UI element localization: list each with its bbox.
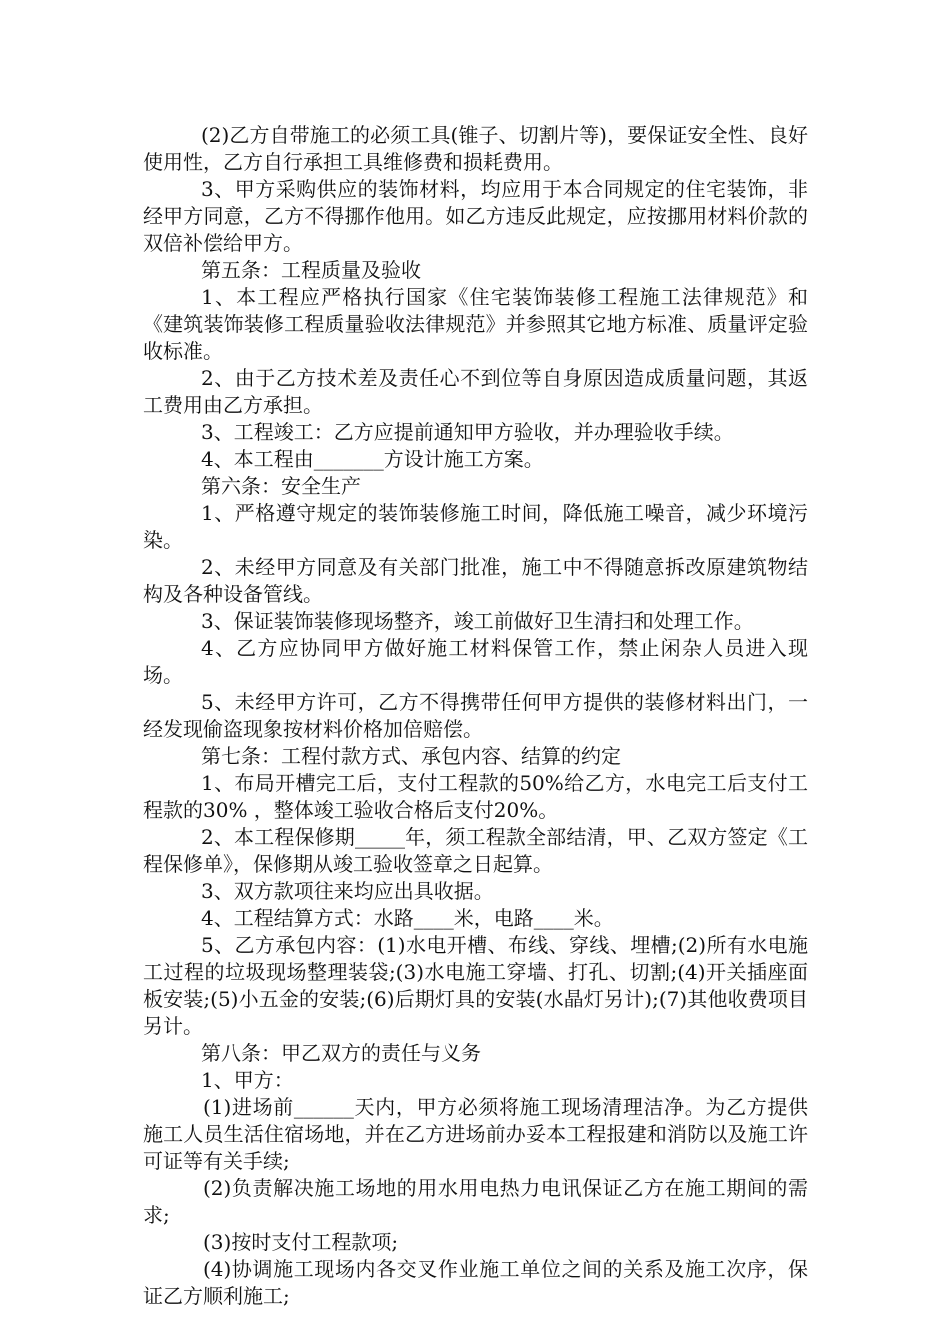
paragraph: 1、布局开槽完工后，支付工程款的50%给乙方，水电完工后支付工程款的30% ，整体竣工验收合格后支付20%。 bbox=[143, 771, 808, 822]
paragraph: 1、甲方： bbox=[201, 1068, 294, 1092]
section-heading: 第七条：工程付款方式、承包内容、结算的约定 bbox=[201, 744, 621, 768]
paragraph: 1、严格遵守规定的装饰装修施工时间，降低施工噪音，减少环境污染。 bbox=[143, 501, 808, 552]
paragraph: (1)进场前______天内，甲方必须将施工现场清理洁净。为乙方提供施工人员生活住宿场地，并在乙方进场前办妥本工程报建和消防以及施工许可证等有关手续; bbox=[143, 1095, 808, 1173]
paragraph: (3)按时支付工程款项; bbox=[203, 1230, 399, 1254]
paragraph: 3、双方款项往来均应出具收据。 bbox=[201, 879, 494, 903]
paragraph: 5、未经甲方许可，乙方不得携带任何甲方提供的装修材料出门，一经发现偷盗现象按材料价格加倍赔偿。 bbox=[143, 690, 808, 741]
paragraph: 3、工程竣工：乙方应提前通知甲方验收，并办理验收手续。 bbox=[201, 420, 734, 444]
paragraph: (4)协调施工现场内各交叉作业施工单位之间的关系及施工次序，保证乙方顺利施工; bbox=[143, 1257, 808, 1308]
section-heading: 第五条：工程质量及验收 bbox=[201, 258, 421, 282]
paragraph: 5、乙方承包内容：(1)水电开槽、布线、穿线、埋槽;(2)所有水电施工过程的垃圾现场整理装袋;(3)水电施工穿墙、打孔、切割;(4)开关插座面板安装;(5)小五金的安装;(6)后期灯具的安装(水晶灯另计);(7)其他收费项目另计。 bbox=[143, 933, 808, 1038]
section-heading: 第八条：甲乙双方的责任与义务 bbox=[201, 1041, 481, 1065]
paragraph: 4、本工程由_______方设计施工方案。 bbox=[201, 447, 544, 471]
paragraph: (2)负责解决施工场地的用水用电热力电讯保证乙方在施工期间的需求; bbox=[143, 1176, 808, 1227]
paragraph: 2、由于乙方技术差及责任心不到位等自身原因造成质量问题，其返工费用由乙方承担。 bbox=[143, 366, 808, 417]
paragraph: (2)乙方自带施工的必须工具(锥子、切割片等)，要保证安全性、良好使用性，乙方自行承担工具维修费和损耗费用。 bbox=[143, 123, 808, 174]
paragraph: 2、本工程保修期_____年，须工程款全部结清，甲、乙双方签定《工程保修单》，保修期从竣工验收签章之日起算。 bbox=[143, 825, 808, 876]
paragraph: 3、保证装饰装修现场整齐，竣工前做好卫生清扫和处理工作。 bbox=[201, 609, 754, 633]
paragraph: 4、乙方应协同甲方做好施工材料保管工作，禁止闲杂人员进入现场。 bbox=[143, 636, 808, 687]
paragraph: 3、甲方采购供应的装饰材料，均应用于本合同规定的住宅装饰，非经甲方同意，乙方不得挪作他用。如乙方违反此规定，应按挪用材料价款的双倍补偿给甲方。 bbox=[143, 177, 808, 255]
paragraph: 1、本工程应严格执行国家《住宅装饰装修工程施工法律规范》和《建筑装饰装修工程质量验收法律规范》并参照其它地方标准、质量评定验收标准。 bbox=[143, 285, 808, 363]
section-heading: 第六条：安全生产 bbox=[201, 474, 361, 498]
paragraph: 4、工程结算方式：水路____米，电路____米。 bbox=[201, 906, 614, 930]
paragraph: 2、未经甲方同意及有关部门批准，施工中不得随意拆改原建筑物结构及各种设备管线。 bbox=[143, 555, 808, 606]
document-body bbox=[143, 122, 808, 1310]
